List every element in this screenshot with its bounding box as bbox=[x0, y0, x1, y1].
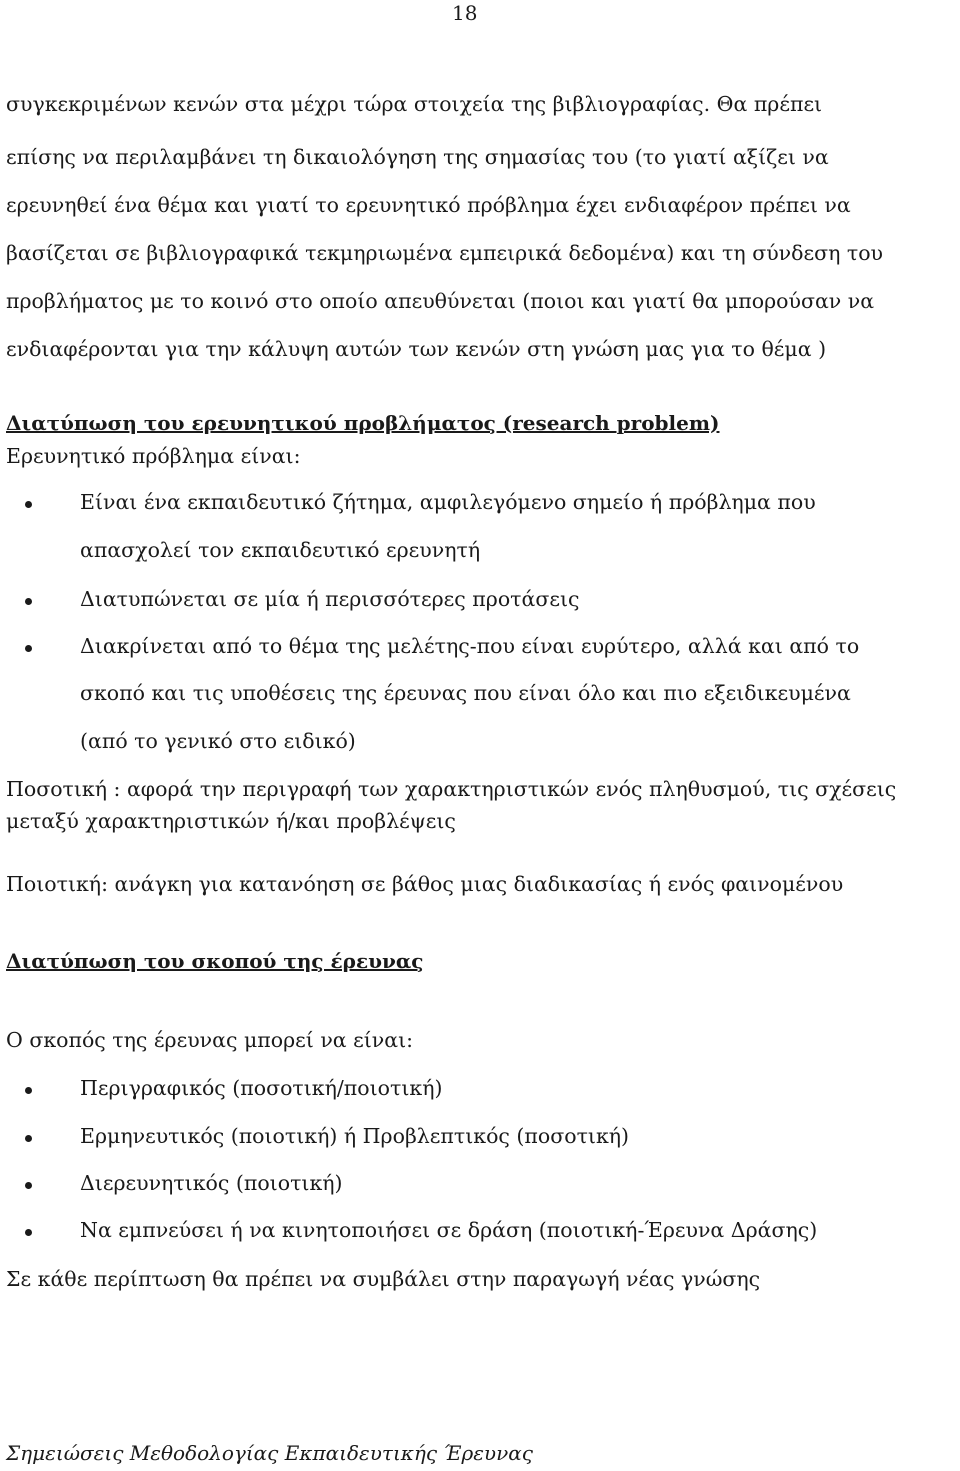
bullet-icon bbox=[25, 501, 32, 508]
list-item: Περιγραφικός (ποσοτική/ποιοτική) bbox=[80, 1076, 443, 1100]
section-intro: Ο σκοπός της έρευνας μπορεί να είναι: bbox=[6, 1028, 414, 1052]
bullet-icon bbox=[25, 1182, 32, 1189]
list-item: Είναι ένα εκπαιδευτικό ζήτημα, αμφιλεγόμενο σημείο ή πρόβλημα που bbox=[80, 490, 816, 514]
bullet-icon bbox=[25, 1087, 32, 1094]
paragraph-line: ερευνηθεί ένα θέμα και γιατί το ερευνητικό πρόβλημα έχει ενδιαφέρον πρέπει να bbox=[6, 193, 851, 217]
list-item: Διακρίνεται από το θέμα της μελέτης-που είναι ευρύτερο, αλλά και από το bbox=[80, 634, 860, 658]
page-footer: Σημειώσεις Μεθοδολογίας Εκπαιδευτικής Έρευνας bbox=[6, 1441, 533, 1465]
bullet-icon bbox=[25, 1229, 32, 1236]
paragraph-line: βασίζεται σε βιβλιογραφικά τεκμηριωμένα εμπειρικά δεδομένα) και τη σύνδεση του bbox=[6, 241, 884, 265]
paragraph-line: ενδιαφέρονται για την κάλυψη αυτών των κενών στη γνώση μας για το θέμα ) bbox=[6, 337, 827, 361]
page-number: 18 bbox=[452, 1, 478, 25]
section-heading-research-problem: Διατύπωση του ερευνητικού προβλήματος (research problem) bbox=[6, 411, 720, 435]
paragraph-line: επίσης να περιλαμβάνει τη δικαιολόγηση της σημασίας του (το γιατί αξίζει να bbox=[6, 145, 829, 169]
list-item: Διατυπώνεται σε μία ή περισσότερες προτάσεις bbox=[80, 587, 580, 611]
paragraph-line: συγκεκριμένων κενών στα μέχρι τώρα στοιχεία της βιβλιογραφίας. Θα πρέπει bbox=[6, 92, 823, 116]
list-item-continuation: απασχολεί τον εκπαιδευτικό ερευνητή bbox=[80, 538, 481, 562]
list-item-continuation: (από το γενικό στο ειδικό) bbox=[80, 729, 356, 753]
bullet-icon bbox=[25, 1135, 32, 1142]
section-heading-research-purpose: Διατύπωση του σκοπού της έρευνας bbox=[6, 949, 424, 973]
quantitative-definition-continuation: μεταξύ χαρακτηριστικών ή/και προβλέψεις bbox=[6, 809, 456, 833]
list-item: Διερευνητικός (ποιοτική) bbox=[80, 1171, 343, 1195]
list-item-continuation: σκοπό και τις υποθέσεις της έρευνας που είναι όλο και πιο εξειδικευμένα bbox=[80, 681, 851, 705]
bullet-icon bbox=[25, 645, 32, 652]
paragraph-line: προβλήματος με το κοινό στο οποίο απευθύνεται (ποιοι και γιατί θα μπορούσαν να bbox=[6, 289, 875, 313]
section-intro: Ερευνητικό πρόβλημα είναι: bbox=[6, 444, 301, 468]
qualitative-definition: Ποιοτική: ανάγκη για κατανόηση σε βάθος μιας διαδικασίας ή ενός φαινομένου bbox=[6, 872, 844, 896]
list-item: Ερμηνευτικός (ποιοτική) ή Προβλεπτικός (ποσοτική) bbox=[80, 1124, 630, 1148]
closing-statement: Σε κάθε περίπτωση θα πρέπει να συμβάλει στην παραγωγή νέας γνώσης bbox=[6, 1267, 761, 1291]
bullet-icon bbox=[25, 598, 32, 605]
quantitative-definition: Ποσοτική : αφορά την περιγραφή των χαρακτηριστικών ενός πληθυσμού, τις σχέσεις bbox=[6, 777, 897, 801]
list-item: Να εμπνεύσει ή να κινητοποιήσει σε δράση (ποιοτική-Έρευνα Δράσης) bbox=[80, 1218, 818, 1242]
